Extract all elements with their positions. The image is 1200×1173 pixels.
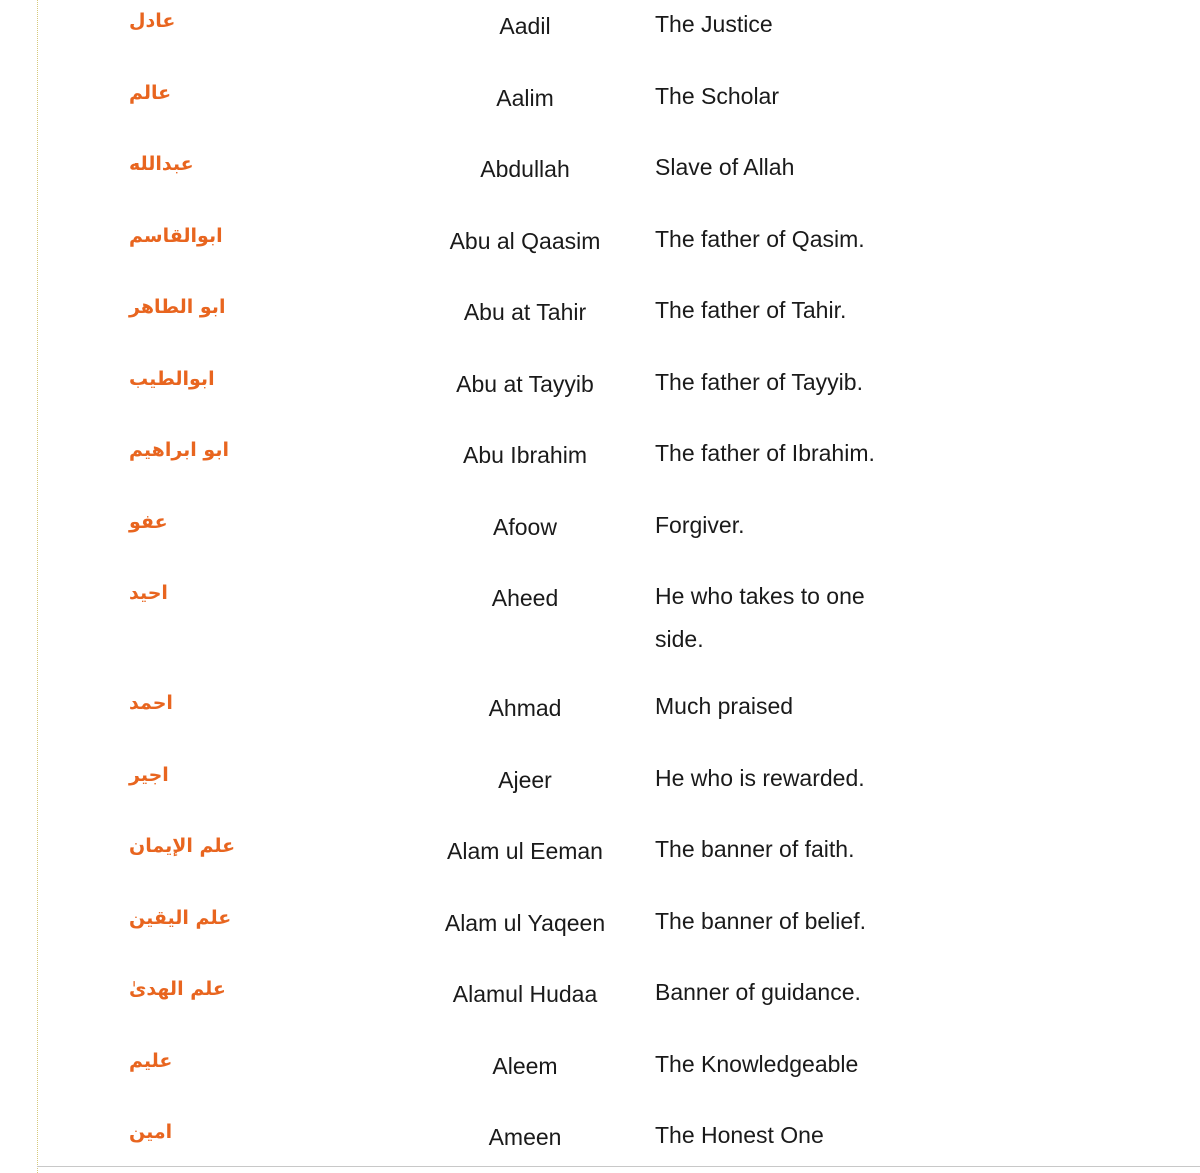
bottom-divider <box>37 1166 1200 1167</box>
name-row <box>0 682 1200 754</box>
arabic-name: عادل <box>129 10 176 32</box>
meaning: The banner of belief. <box>655 907 866 934</box>
meaning: Banner of guidance. <box>655 979 861 1005</box>
arabic-name: علم اليقين <box>129 906 232 929</box>
arabic-name: ابوالطيب <box>129 367 215 390</box>
name-row <box>0 286 1200 358</box>
name-row <box>0 968 1200 1040</box>
arabic-name: ابو الطاهر <box>129 296 226 318</box>
name-row <box>0 501 1200 573</box>
meaning: The Knowledgeable <box>655 1050 859 1077</box>
meaning: Forgiver. <box>655 511 745 538</box>
name-row <box>0 215 1200 287</box>
transliteration: Alam ul Yaqeen <box>444 909 606 936</box>
meaning: The father of Ibrahim. <box>655 440 875 466</box>
meaning: The father of Tahir. <box>655 297 847 323</box>
name-row <box>0 0 1200 72</box>
name-row <box>0 897 1200 969</box>
name-row <box>0 429 1200 501</box>
transliteration: Aleem <box>492 1052 558 1079</box>
meaning: The Honest One <box>655 1122 824 1148</box>
meaning: He who takes to one side. <box>655 583 865 652</box>
arabic-name: احمد <box>129 692 173 714</box>
transliteration: Abu Ibrahim <box>462 442 587 468</box>
meaning: The father of Qasim. <box>655 225 865 252</box>
meaning: The Scholar <box>655 82 780 109</box>
meaning: Much praised <box>655 693 794 719</box>
transliteration: Aalim <box>496 84 554 111</box>
transliteration: Abu al Qaasim <box>449 227 601 254</box>
arabic-name: اجير <box>129 763 169 786</box>
name-row <box>0 143 1200 215</box>
arabic-name: عفو <box>129 510 168 533</box>
meaning: The father of Tayyib. <box>655 368 863 395</box>
meaning: The banner of faith. <box>655 836 855 862</box>
transliteration: Alam ul Eeman <box>447 838 603 864</box>
arabic-name: عبدالله <box>129 153 194 175</box>
name-row <box>0 1111 1200 1173</box>
arabic-name: احيد <box>129 582 168 604</box>
arabic-name: عالم <box>129 81 172 104</box>
transliteration: Ameen <box>488 1124 562 1150</box>
transliteration: Abu at Tahir <box>463 299 587 325</box>
meaning: The Justice <box>655 11 773 37</box>
arabic-name: علم الهدىٰ <box>129 978 226 1000</box>
transliteration: Abu at Tayyib <box>456 370 594 397</box>
arabic-name: ابوالقاسم <box>129 224 223 247</box>
transliteration: Aadil <box>499 13 551 39</box>
name-row <box>0 358 1200 430</box>
meaning: Slave of Allah <box>655 154 795 180</box>
meaning: He who is rewarded. <box>655 764 865 791</box>
transliteration: Ahmad <box>488 695 562 721</box>
transliteration: Abdullah <box>480 156 570 182</box>
transliteration: Afoow <box>493 513 557 540</box>
name-row <box>0 572 1200 682</box>
transliteration: Aheed <box>491 585 559 611</box>
arabic-name: علم الإيمان <box>129 835 236 857</box>
name-row <box>0 825 1200 897</box>
transliteration: Alamul Hudaa <box>452 981 598 1007</box>
name-row <box>0 754 1200 826</box>
transliteration: Ajeer <box>498 766 552 793</box>
name-row <box>0 72 1200 144</box>
arabic-name: عليم <box>129 1049 173 1072</box>
name-row <box>0 1040 1200 1112</box>
arabic-name: امين <box>129 1121 173 1143</box>
arabic-name: ابو ابراهيم <box>129 439 229 461</box>
